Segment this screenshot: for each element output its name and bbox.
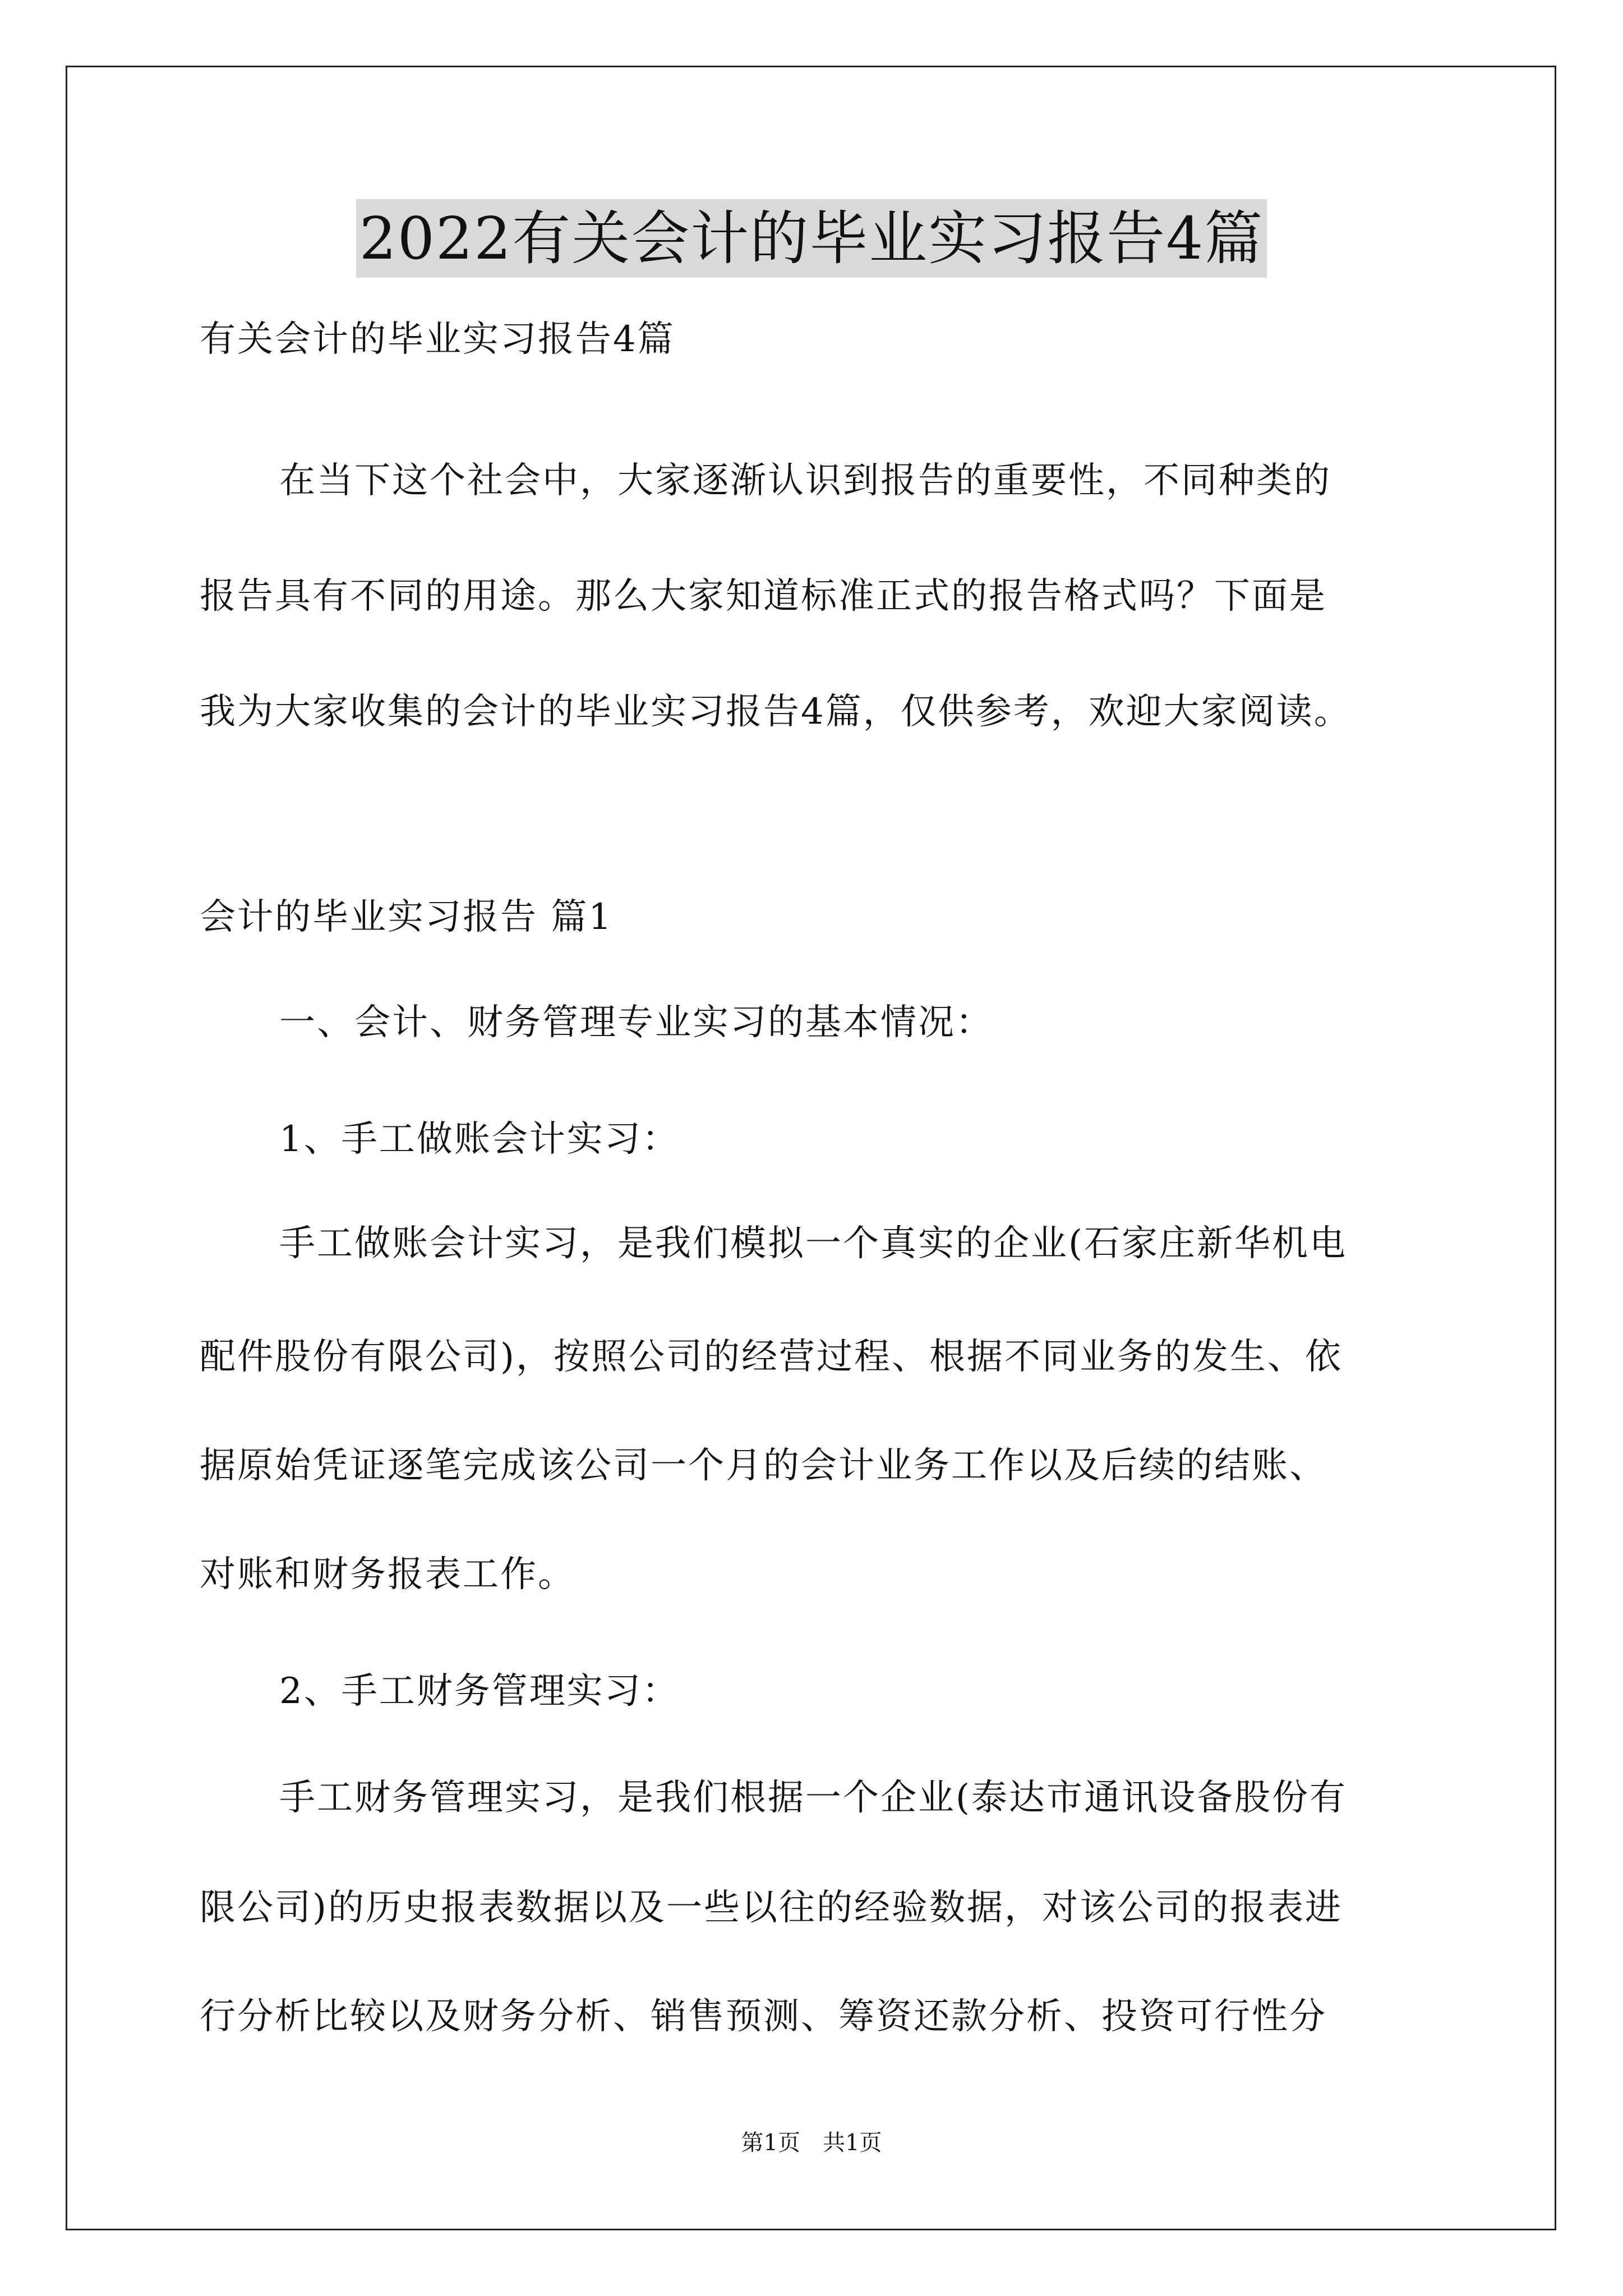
body-line: 配件股份有限公司)，按照公司的经营过程、根据不同业务的发生、依 — [200, 1336, 1343, 1378]
item-heading-2: 2、手工财务管理实习： — [279, 1671, 680, 1712]
body-line: 对账和财务报表工作。 — [200, 1554, 575, 1595]
intro-line-1: 在当下这个社会中，大家逐渐认识到报告的重要性，不同种类的 — [279, 460, 1331, 501]
intro-line-3: 我为大家收集的会计的毕业实习报告4篇，仅供参考，欢迎大家阅读。 — [200, 691, 1352, 733]
document-title: 2022有关会计的毕业实习报告4篇 — [356, 199, 1267, 278]
body-line: 限公司)的历史报表数据以及一些以往的经验数据，对该公司的报表进 — [200, 1887, 1343, 1929]
page-footer: 第1页 共1页 — [741, 2130, 882, 2156]
title-wrap — [0, 199, 1623, 278]
body-line: 据原始凭证逐笔完成该公司一个月的会计业务工作以及后续的结账、 — [200, 1445, 1327, 1487]
body-line: 手工财务管理实习，是我们根据一个企业(泰达市通讯设备股份有 — [279, 1777, 1347, 1819]
item-heading-1: 1、手工做账会计实习： — [279, 1119, 680, 1160]
subtitle-line: 有关会计的毕业实习报告4篇 — [200, 319, 675, 360]
body-line: 手工做账会计实习，是我们模拟一个真实的企业(石家庄新华机电 — [279, 1223, 1347, 1264]
section-heading: 会计的毕业实习报告 篇1 — [200, 896, 614, 938]
body-line: 行分析比较以及财务分析、销售预测、筹资还款分析、投资可行性分 — [200, 1996, 1327, 2037]
subheading-basic-situation: 一、会计、财务管理专业实习的基本情况： — [279, 1002, 993, 1043]
intro-line-2: 报告具有不同的用途。那么大家知道标准正式的报告格式吗？下面是 — [200, 576, 1327, 617]
